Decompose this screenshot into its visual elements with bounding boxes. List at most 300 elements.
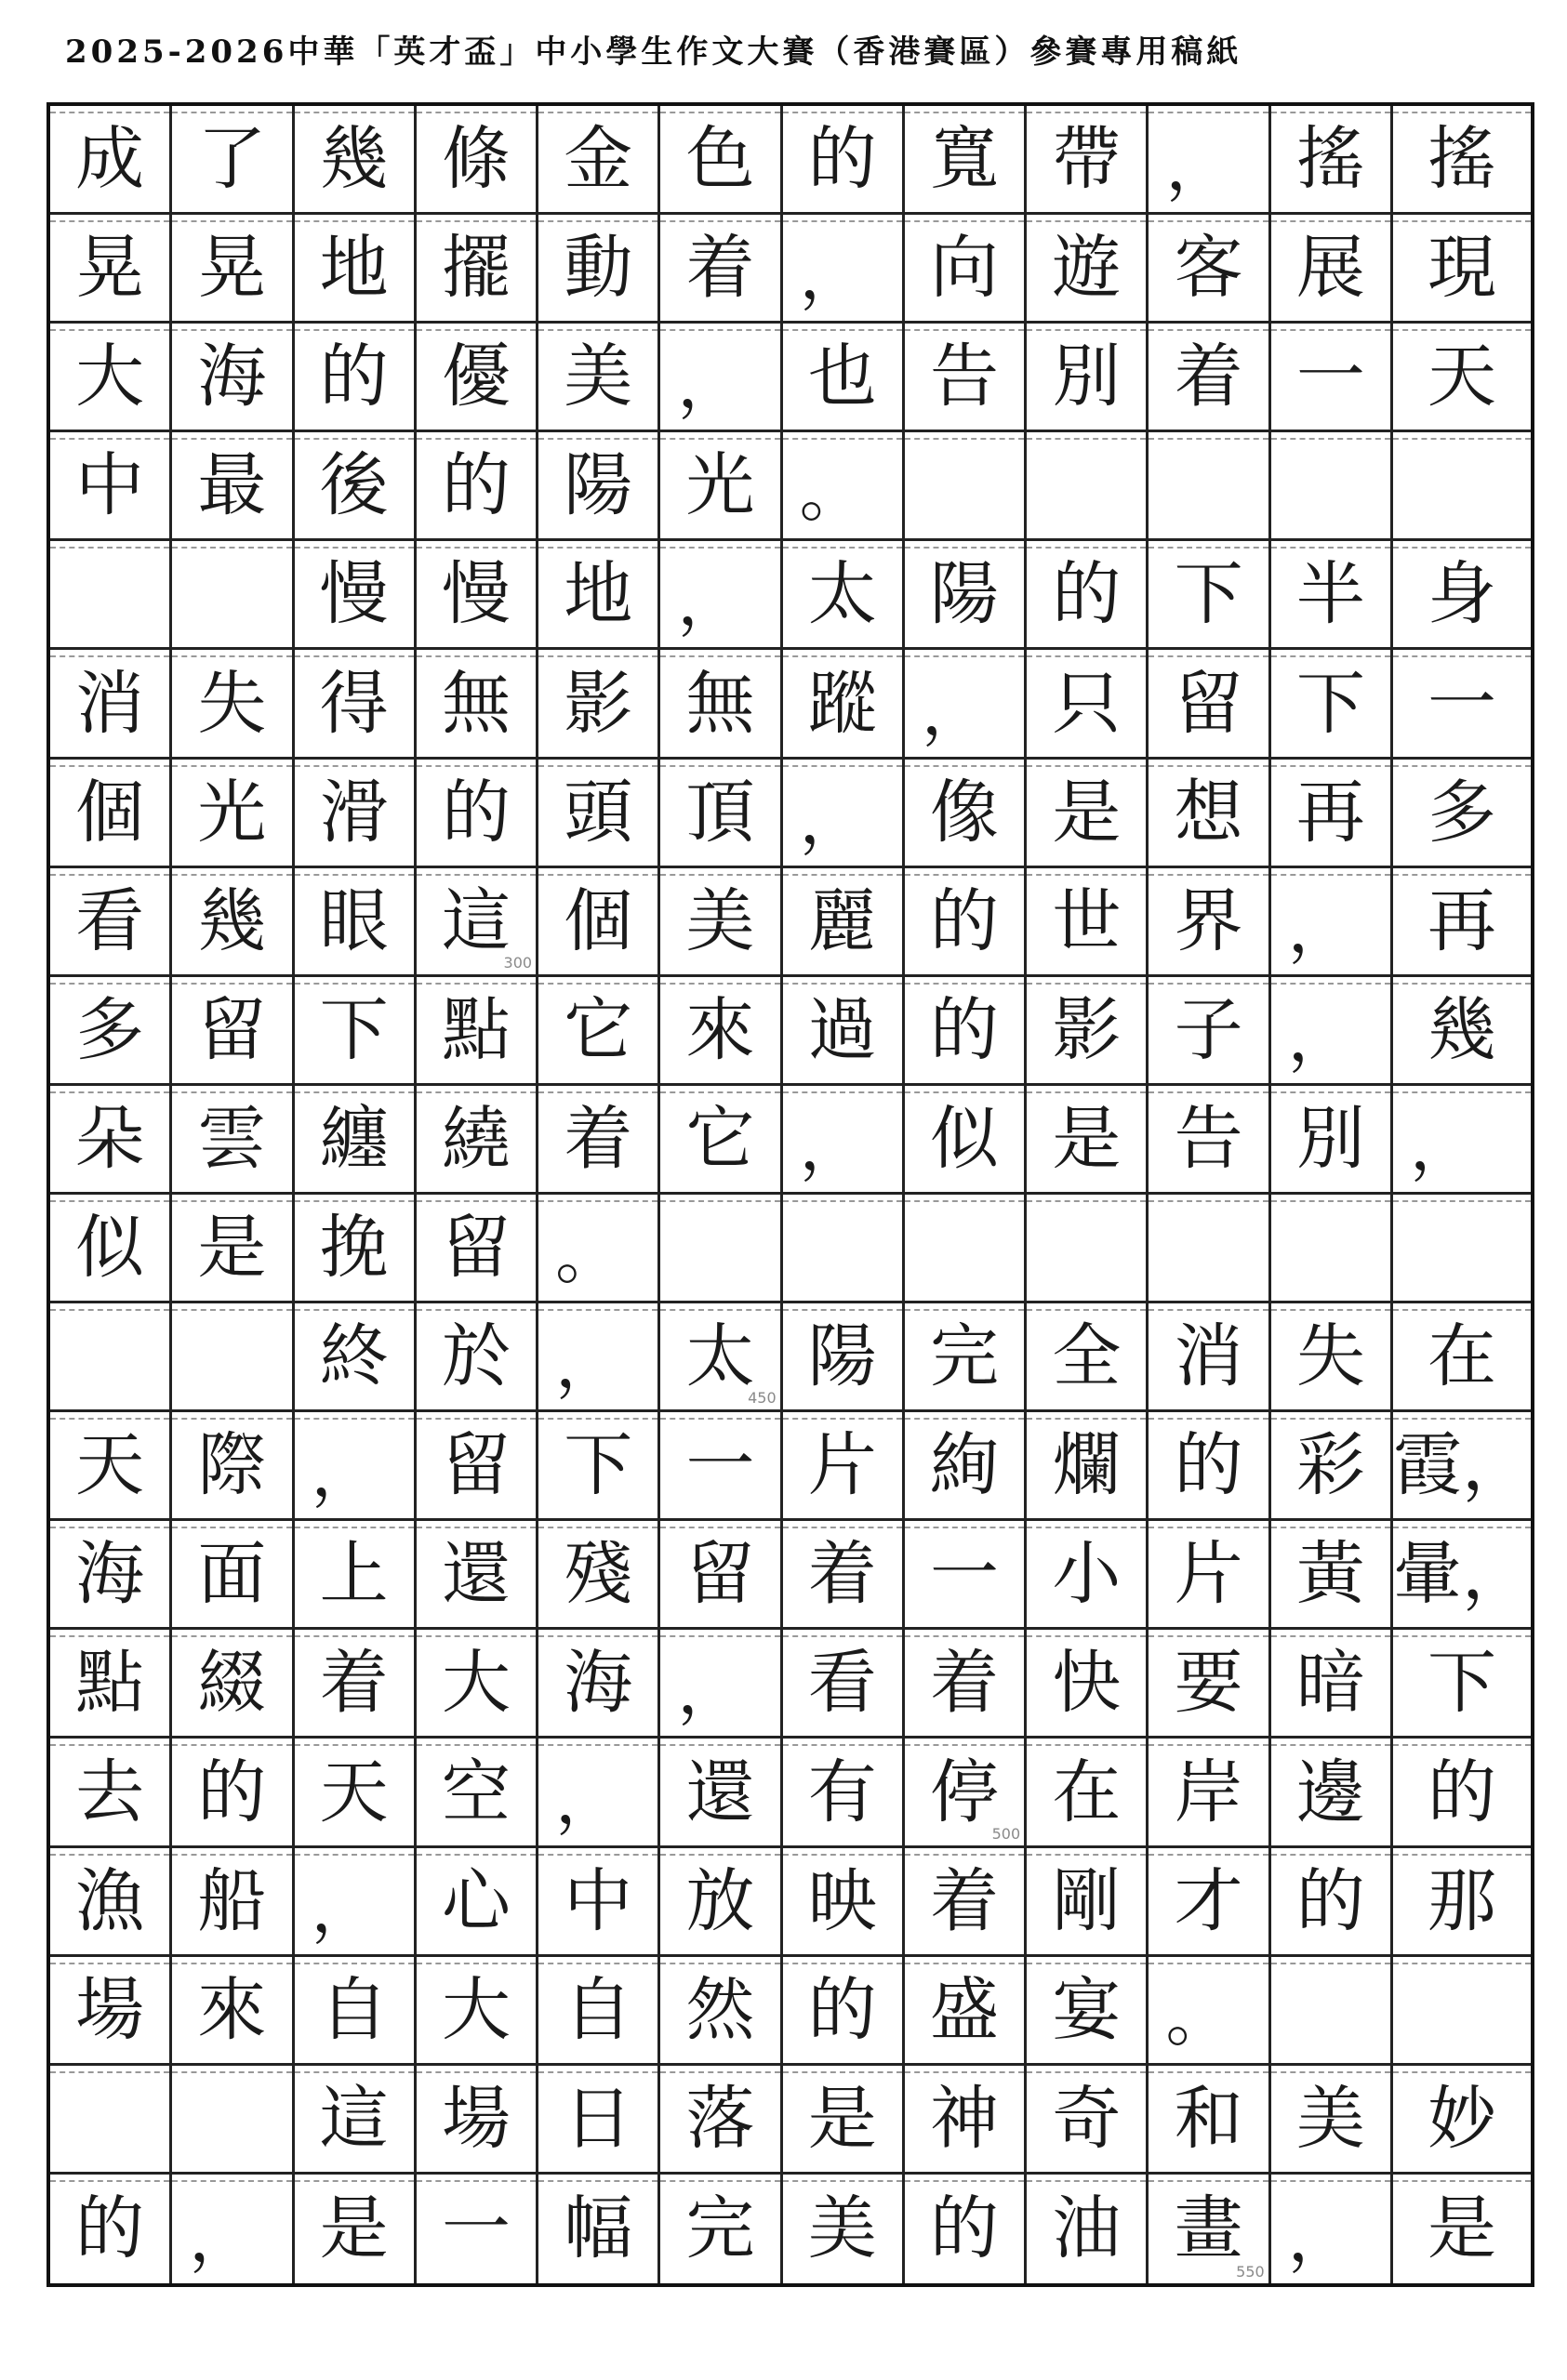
grid-cell [660, 1848, 782, 1957]
row-gap-guide [905, 541, 1024, 549]
grid-character: 油 [1052, 2188, 1122, 2269]
row-gap-guide [1027, 1412, 1146, 1420]
grid-character: 下 [564, 1425, 633, 1506]
row-gap-guide [295, 432, 414, 440]
grid-character: 色 [685, 119, 755, 200]
row-gap-guide [172, 1303, 291, 1311]
grid-cell [1271, 868, 1393, 977]
grid-cell [1393, 541, 1531, 650]
grid-character: 中 [564, 1860, 633, 1941]
grid-cell [172, 868, 294, 977]
grid-character: 完 [685, 2188, 755, 2269]
row-gap-guide [172, 1195, 291, 1202]
grid-cell [1393, 1630, 1531, 1739]
row-gap-guide [172, 1630, 291, 1637]
grid-character: 下 [1427, 1643, 1496, 1724]
grid-cell [905, 1739, 1027, 1847]
row-gap-guide [172, 1086, 291, 1093]
row-gap-guide [538, 1303, 657, 1311]
grid-character: 優 [441, 337, 511, 417]
grid-cell [660, 1086, 782, 1195]
grid-character: 妙 [1427, 2078, 1496, 2159]
row-gap-guide [295, 1086, 414, 1093]
grid-character: 似 [75, 1208, 145, 1289]
grid-cell [1149, 1303, 1270, 1412]
grid-cell [660, 1630, 782, 1739]
row-gap-guide [1027, 432, 1146, 440]
grid-cell [172, 1086, 294, 1195]
grid-character: 看 [807, 1643, 877, 1724]
row-gap-guide [538, 2175, 657, 2182]
row-gap-guide [660, 868, 779, 876]
grid-character: 失 [1295, 1316, 1365, 1397]
grid-character: 陽 [930, 554, 1000, 635]
grid-cell [1271, 1521, 1393, 1630]
grid-character: ， [555, 1326, 621, 1403]
row-gap-guide [1393, 432, 1531, 440]
grid-cell [1393, 1195, 1531, 1303]
grid-character: 絢 [930, 1425, 1000, 1506]
grid-character: 半 [1295, 554, 1365, 635]
row-gap-guide [417, 1195, 536, 1202]
row-gap-guide [295, 106, 414, 113]
grid-character: 盛 [930, 1969, 1000, 2050]
grid-character: 全 [1052, 1316, 1122, 1397]
grid-cell [783, 1195, 905, 1303]
grid-character: 黃 [1295, 1534, 1365, 1615]
grid-cell [417, 432, 538, 541]
grid-cell [1393, 1957, 1531, 2066]
row-gap-guide [538, 541, 657, 549]
row-gap-guide [417, 1412, 536, 1420]
grid-cell [1271, 1630, 1393, 1739]
grid-character: 慢 [441, 554, 511, 635]
row-gap-guide [1393, 1195, 1531, 1202]
row-gap-guide [1271, 541, 1390, 549]
grid-cell [1027, 1303, 1149, 1412]
row-gap-guide [417, 432, 536, 440]
grid-cell [538, 215, 660, 324]
row-gap-guide [295, 541, 414, 549]
grid-cell [660, 1195, 782, 1303]
grid-cell [1149, 760, 1270, 868]
grid-cell [1271, 1195, 1393, 1303]
grid-character: 的 [75, 2188, 145, 2269]
grid-cell [50, 106, 172, 215]
grid-cell [1027, 1195, 1149, 1303]
grid-cell [1149, 324, 1270, 432]
grid-character: 太 [807, 554, 877, 635]
row-gap-guide [172, 1848, 291, 1856]
grid-character: 擺 [441, 228, 511, 309]
grid-character: 蹤 [807, 663, 877, 744]
grid-cell [50, 541, 172, 650]
grid-cell [1271, 1303, 1393, 1412]
row-gap-guide [660, 2066, 779, 2073]
row-gap-guide [1271, 1195, 1390, 1202]
row-gap-guide [783, 2066, 902, 2073]
grid-character: 幾 [319, 119, 389, 200]
row-gap-guide [295, 1412, 414, 1420]
row-gap-guide [1271, 432, 1390, 440]
grid-cell [417, 541, 538, 650]
grid-cell [295, 106, 417, 215]
row-gap-guide [50, 541, 169, 549]
grid-character: 面 [197, 1534, 267, 1615]
grid-character: ， [677, 346, 743, 423]
grid-character: 多 [75, 989, 145, 1070]
grid-cell [538, 2175, 660, 2283]
grid-character: 來 [197, 1969, 267, 2050]
grid-character: 後 [319, 445, 389, 526]
grid-cell [538, 868, 660, 977]
grid-cell [1271, 760, 1393, 868]
row-gap-guide [538, 1086, 657, 1093]
grid-cell [783, 541, 905, 650]
grid-cell [660, 1739, 782, 1847]
word-count-marker: 550 [1236, 2262, 1265, 2281]
grid-cell [1149, 1521, 1270, 1630]
grid-character: 剛 [1052, 1860, 1122, 1941]
row-gap-guide [538, 977, 657, 985]
grid-cell [417, 1957, 538, 2066]
grid-cell [50, 1303, 172, 1412]
grid-character: 成 [75, 119, 145, 200]
grid-cell [1271, 1086, 1393, 1195]
grid-character: 幅 [564, 2188, 633, 2269]
row-gap-guide [905, 1412, 1024, 1420]
grid-cell [50, 1521, 172, 1630]
grid-cell [783, 215, 905, 324]
grid-cell [417, 760, 538, 868]
grid-character: 它 [564, 989, 633, 1070]
row-gap-guide [783, 215, 902, 222]
row-gap-guide [50, 2175, 169, 2182]
grid-character: 留 [1174, 663, 1243, 744]
row-gap-guide [1149, 1412, 1268, 1420]
row-gap-guide [1149, 106, 1268, 113]
grid-cell [417, 1739, 538, 1847]
grid-character: 宴 [1052, 1969, 1122, 2050]
row-gap-guide [1271, 215, 1390, 222]
grid-character: 映 [807, 1860, 877, 1941]
grid-character: 慢 [319, 554, 389, 635]
grid-character: ， [1287, 890, 1353, 967]
grid-cell [1027, 2066, 1149, 2175]
grid-cell [172, 2175, 294, 2283]
row-gap-guide [1271, 106, 1390, 113]
grid-cell [295, 215, 417, 324]
row-gap-guide [905, 1848, 1024, 1856]
grid-cell [1271, 541, 1393, 650]
grid-cell [172, 541, 294, 650]
grid-cell [1149, 106, 1270, 215]
grid-character: 是 [1052, 772, 1122, 853]
grid-cell [1271, 1957, 1393, 2066]
row-gap-guide [50, 1521, 169, 1528]
grid-character: 影 [564, 663, 633, 744]
grid-character: 別 [1295, 1098, 1365, 1179]
grid-cell [295, 2066, 417, 2175]
grid-cell [660, 432, 782, 541]
row-gap-guide [538, 432, 657, 440]
grid-character: 中 [75, 445, 145, 526]
grid-character: 留 [197, 989, 267, 1070]
row-gap-guide [1027, 1630, 1146, 1637]
row-gap-guide [905, 1630, 1024, 1637]
grid-character: 像 [930, 772, 1000, 853]
row-gap-guide [660, 541, 779, 549]
grid-character: 天 [1427, 337, 1496, 417]
row-gap-guide [172, 2066, 291, 2073]
grid-character: 的 [1174, 1425, 1243, 1506]
grid-cell [783, 2066, 905, 2175]
row-gap-guide [1149, 977, 1268, 985]
grid-character: 着 [1174, 337, 1243, 417]
row-gap-guide [1149, 432, 1268, 440]
grid-character: 無 [685, 663, 755, 744]
row-gap-guide [660, 977, 779, 985]
row-gap-guide [538, 1412, 657, 1420]
row-gap-guide [1393, 2175, 1531, 2182]
row-gap-guide [1271, 650, 1390, 657]
grid-cell [538, 432, 660, 541]
grid-cell [1027, 1848, 1149, 1957]
row-gap-guide [1393, 1521, 1531, 1528]
grid-character: 美 [1295, 2078, 1365, 2159]
grid-cell [783, 1630, 905, 1739]
grid-cell [905, 1303, 1027, 1412]
grid-cell [417, 215, 538, 324]
grid-character: ， [799, 237, 865, 314]
grid-character: 一 [1427, 663, 1496, 744]
row-gap-guide [50, 1412, 169, 1420]
row-gap-guide [1393, 868, 1531, 876]
grid-character: 頂 [685, 772, 755, 853]
row-gap-guide [1027, 215, 1146, 222]
grid-cell [660, 1957, 782, 2066]
row-gap-guide [295, 1195, 414, 1202]
grid-character: 挽 [319, 1208, 389, 1289]
grid-cell [1271, 1412, 1393, 1521]
grid-character: 爛 [1052, 1425, 1122, 1506]
grid-cell [1149, 1086, 1270, 1195]
row-gap-guide [1271, 760, 1390, 767]
row-gap-guide [50, 868, 169, 876]
grid-character: 晃 [75, 228, 145, 309]
grid-cell [905, 215, 1027, 324]
grid-character: 小 [1052, 1534, 1122, 1615]
grid-character: 下 [1174, 554, 1243, 635]
row-gap-guide [783, 1630, 902, 1637]
grid-cell [538, 2066, 660, 2175]
grid-character: 麗 [807, 880, 877, 961]
grid-character: 光 [685, 445, 755, 526]
grid-cell [1149, 215, 1270, 324]
grid-character: 大 [75, 337, 145, 417]
grid-character: 海 [197, 337, 267, 417]
row-gap-guide [417, 760, 536, 767]
grid-character: 幾 [1427, 989, 1496, 1070]
row-gap-guide [1149, 1195, 1268, 1202]
row-gap-guide [1393, 1412, 1531, 1420]
grid-cell [1393, 977, 1531, 1086]
grid-cell [1027, 106, 1149, 215]
grid-cell [50, 215, 172, 324]
grid-cell [417, 106, 538, 215]
grid-cell [1149, 2175, 1270, 2283]
grid-character: 寬 [930, 119, 1000, 200]
row-gap-guide [1393, 324, 1531, 331]
row-gap-guide [417, 324, 536, 331]
grid-character: 天 [319, 1752, 389, 1832]
row-gap-guide [783, 432, 902, 440]
row-gap-guide [660, 650, 779, 657]
row-gap-guide [295, 2066, 414, 2073]
row-gap-guide [1027, 106, 1146, 113]
grid-cell [1027, 1957, 1149, 2066]
row-gap-guide [417, 1957, 536, 1964]
grid-cell [1393, 650, 1531, 759]
grid-cell [50, 432, 172, 541]
grid-cell [295, 977, 417, 1086]
grid-cell [538, 1195, 660, 1303]
row-gap-guide [1149, 2175, 1268, 2182]
grid-character: 太 [685, 1316, 755, 1397]
grid-cell [295, 760, 417, 868]
row-gap-guide [783, 1086, 902, 1093]
grid-character: 綴 [197, 1643, 267, 1724]
grid-cell [1027, 432, 1149, 541]
row-gap-guide [417, 1303, 536, 1311]
row-gap-guide [1027, 977, 1146, 985]
grid-cell [295, 1957, 417, 2066]
grid-cell [50, 868, 172, 977]
grid-cell [172, 650, 294, 759]
row-gap-guide [905, 1195, 1024, 1202]
grid-cell [1027, 2175, 1149, 2283]
grid-cell [1027, 1739, 1149, 1847]
grid-cell [660, 1412, 782, 1521]
grid-cell [538, 650, 660, 759]
grid-cell [295, 650, 417, 759]
row-gap-guide [538, 215, 657, 222]
grid-cell [50, 977, 172, 1086]
grid-cell [1027, 1521, 1149, 1630]
row-gap-guide [660, 432, 779, 440]
row-gap-guide [1271, 977, 1390, 985]
grid-character: 美 [564, 337, 633, 417]
grid-cell [1149, 1412, 1270, 1521]
row-gap-guide [172, 2175, 291, 2182]
grid-character: 漁 [75, 1860, 145, 1941]
grid-character: 放 [685, 1860, 755, 1941]
grid-character: 光 [197, 772, 267, 853]
grid-cell [1271, 1739, 1393, 1847]
row-gap-guide [295, 650, 414, 657]
row-gap-guide [295, 2175, 414, 2182]
grid-character: 。 [799, 455, 865, 532]
row-gap-guide [50, 106, 169, 113]
grid-cell [905, 1848, 1027, 1957]
grid-character: ， [1165, 128, 1231, 205]
grid-cell [783, 1739, 905, 1847]
grid-cell [1393, 1303, 1531, 1412]
row-gap-guide [783, 541, 902, 549]
grid-character: 向 [930, 228, 1000, 309]
grid-character: 去 [75, 1752, 145, 1832]
row-gap-guide [660, 1630, 779, 1637]
row-gap-guide [905, 106, 1024, 113]
grid-character: 彩 [1295, 1425, 1365, 1506]
grid-character: 空 [441, 1752, 511, 1832]
grid-character: 告 [930, 337, 1000, 417]
row-gap-guide [905, 1957, 1024, 1964]
grid-cell [172, 760, 294, 868]
grid-cell [1027, 650, 1149, 759]
grid-character: 着 [319, 1643, 389, 1724]
grid-cell [295, 432, 417, 541]
row-gap-guide [1027, 1195, 1146, 1202]
grid-character: 纏 [319, 1098, 389, 1179]
grid-cell [538, 1303, 660, 1412]
row-gap-guide [783, 106, 902, 113]
row-gap-guide [417, 1630, 536, 1637]
grid-cell [1393, 215, 1531, 324]
grid-character: 陽 [807, 1316, 877, 1397]
grid-character: 搖 [1295, 119, 1365, 200]
grid-character: 然 [685, 1969, 755, 2050]
grid-cell [538, 541, 660, 650]
grid-cell [417, 2175, 538, 2283]
grid-character: 自 [319, 1969, 389, 2050]
grid-cell [172, 1412, 294, 1521]
row-gap-guide [1271, 2175, 1390, 2182]
grid-character: 個 [564, 880, 633, 961]
grid-character: 客 [1174, 228, 1243, 309]
grid-character: 完 [930, 1316, 1000, 1397]
grid-cell [295, 1739, 417, 1847]
grid-character: ， [677, 563, 743, 641]
grid-cell [905, 650, 1027, 759]
grid-cell [417, 1086, 538, 1195]
grid-character: 晃 [197, 228, 267, 309]
row-gap-guide [172, 760, 291, 767]
grid-character: 。 [1165, 1978, 1231, 2056]
row-gap-guide [1149, 2066, 1268, 2073]
row-gap-guide [295, 868, 414, 876]
grid-character: 神 [930, 2078, 1000, 2159]
grid-character: 岸 [1174, 1752, 1243, 1832]
row-gap-guide [50, 1739, 169, 1746]
grid-character: 一 [930, 1534, 1000, 1615]
grid-cell [1393, 1086, 1531, 1195]
row-gap-guide [905, 760, 1024, 767]
grid-character: 着 [564, 1098, 633, 1179]
grid-character: 還 [685, 1752, 755, 1832]
grid-character: 消 [1174, 1316, 1243, 1397]
grid-cell [417, 650, 538, 759]
row-gap-guide [417, 215, 536, 222]
grid-character: 身 [1427, 554, 1496, 635]
grid-character: 和 [1174, 2078, 1243, 2159]
grid-cell [905, 1086, 1027, 1195]
row-gap-guide [660, 1412, 779, 1420]
row-gap-guide [1271, 1848, 1390, 1856]
row-gap-guide [1271, 324, 1390, 331]
grid-character: 的 [441, 445, 511, 526]
grid-cell [1149, 1848, 1270, 1957]
